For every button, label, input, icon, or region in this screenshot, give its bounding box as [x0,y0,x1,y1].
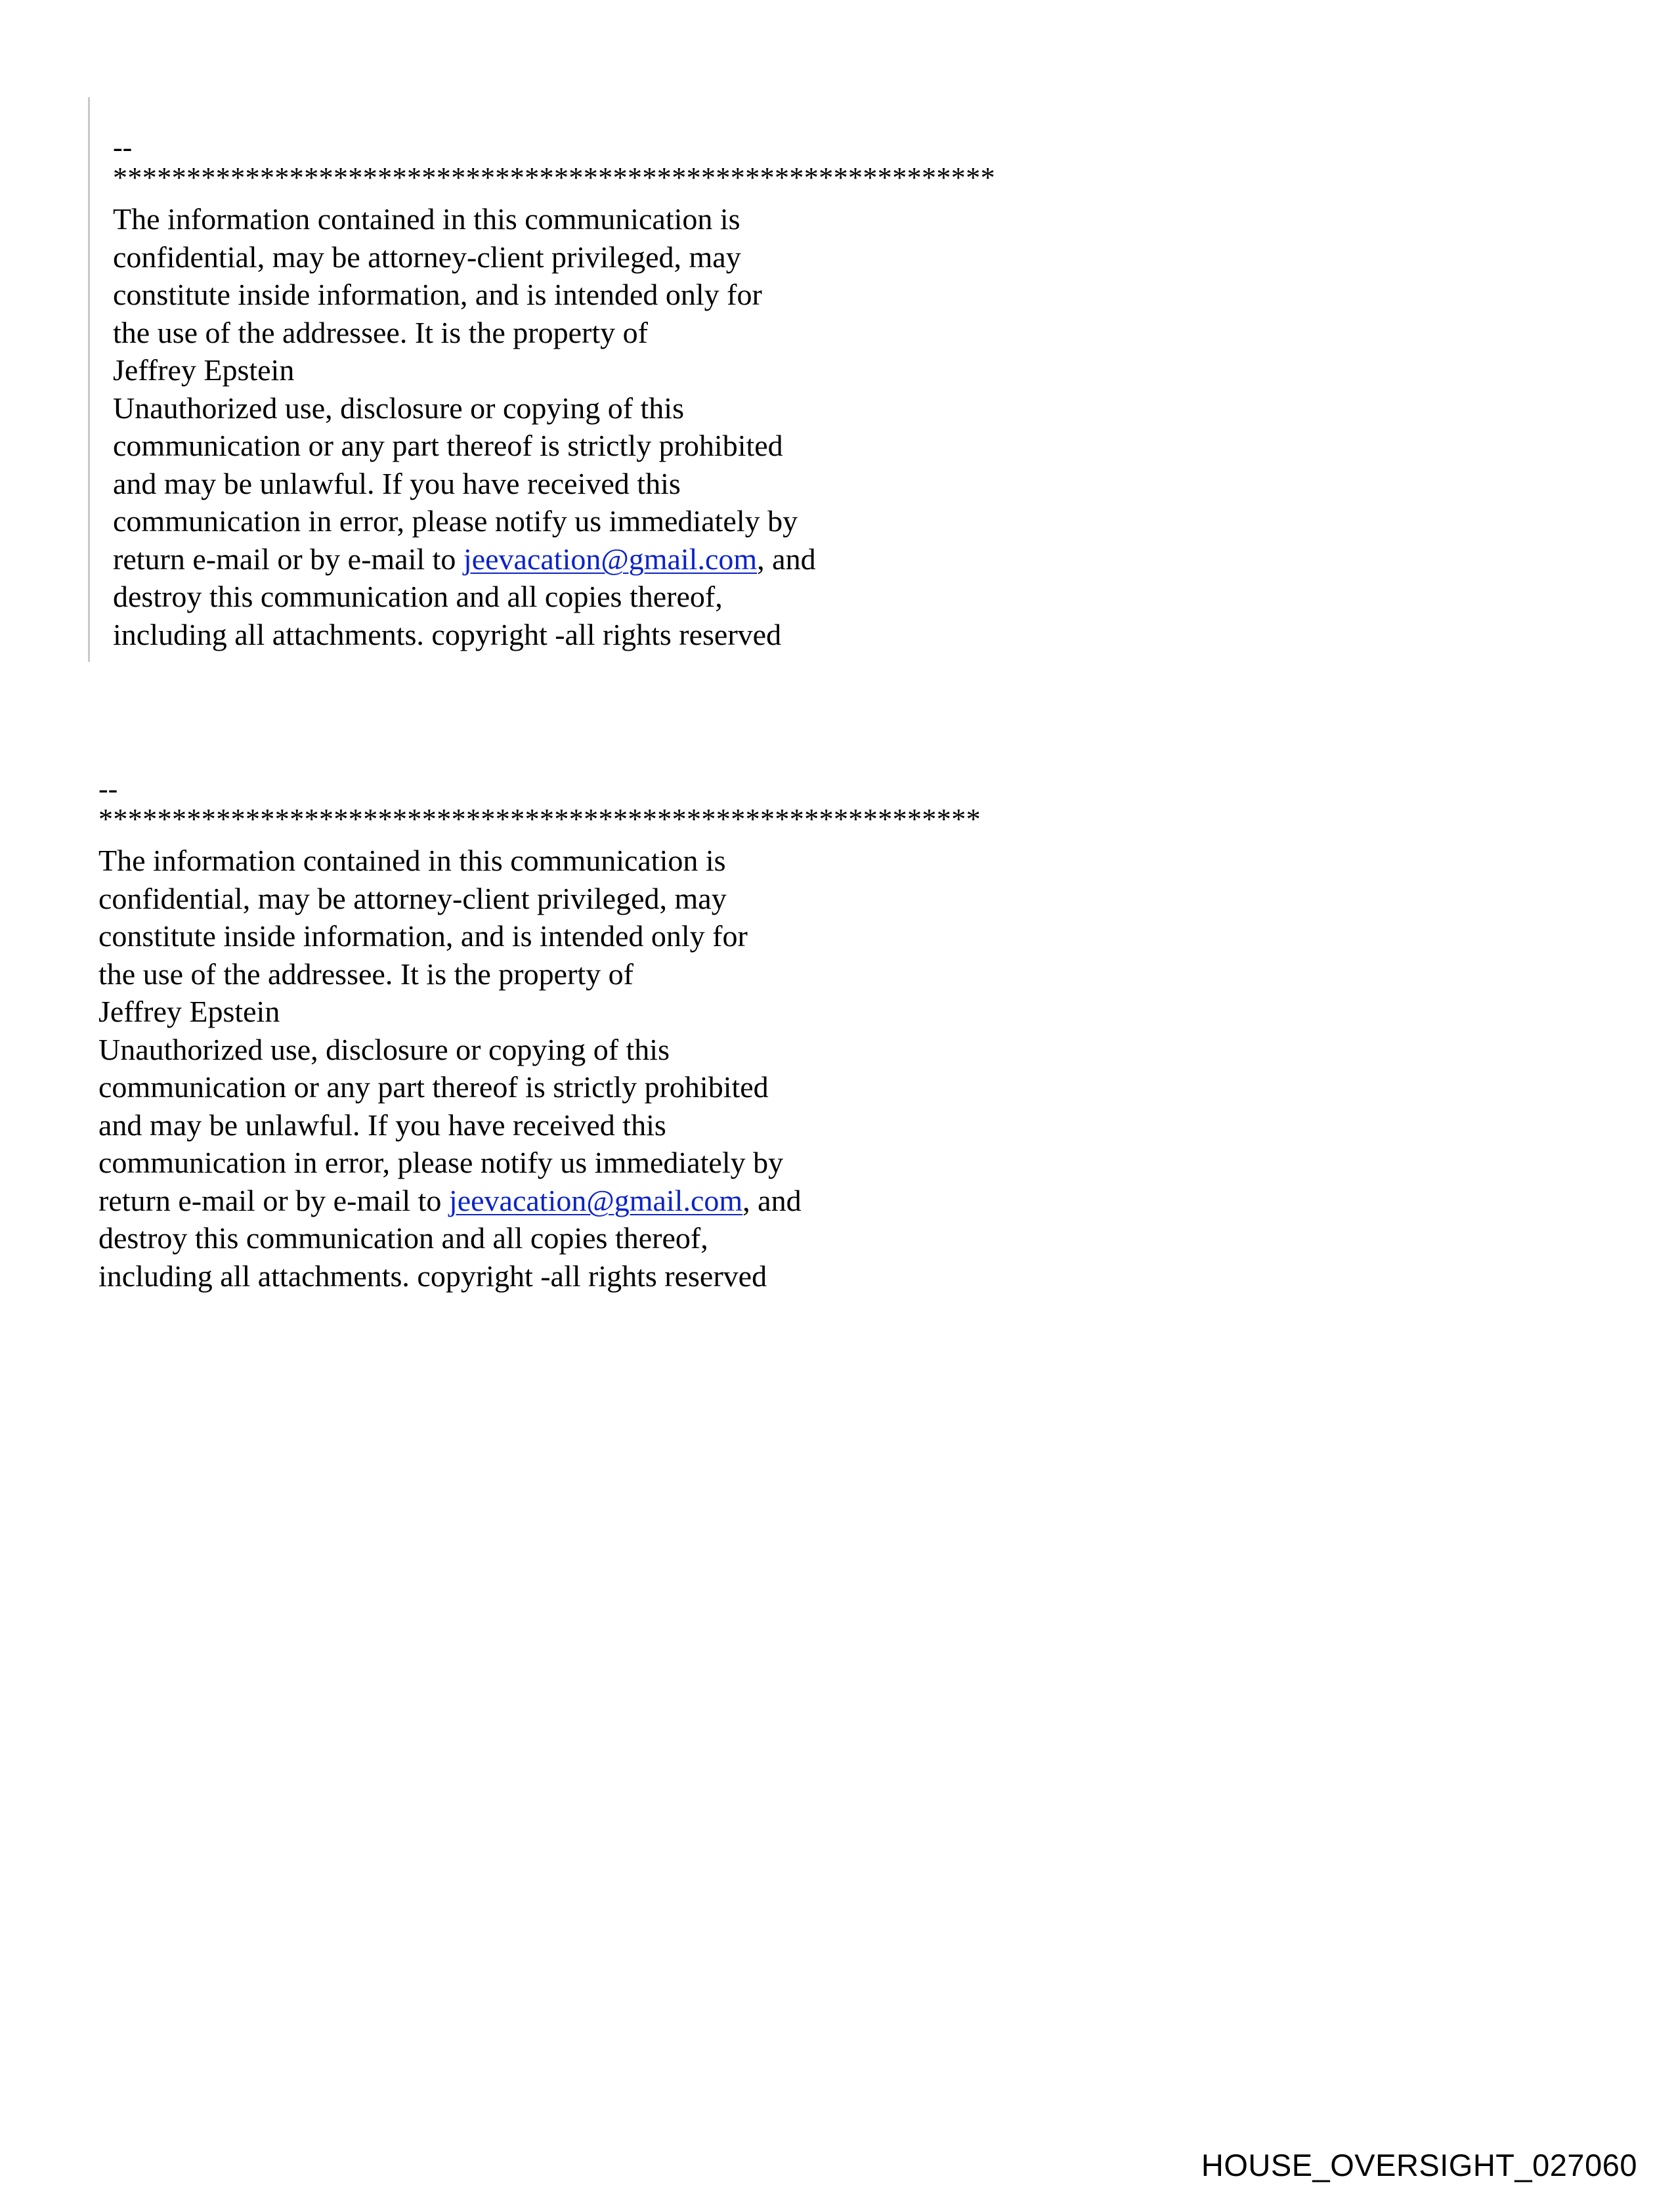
notice-line: including all attachments. copyright -all rights reserved [113,617,782,651]
notice-line: Unauthorized use, disclosure or copying of this [98,1032,670,1066]
signature-separator: -- [98,773,118,805]
notice-line: Jeffrey Epstein [113,353,295,387]
notice-line: Jeffrey Epstein [98,995,280,1028]
notice-line-with-email [98,1182,981,1220]
notice-line: and may be unlawful. If you have received this [98,1108,666,1142]
email-link[interactable]: jeevacation@gmail.com [463,542,758,576]
email-prefix: return e-mail or by e-mail to [98,1183,449,1217]
notice-line: The information contained in this communication is [113,202,740,236]
notice-line: destroy this communication and all copies thereof, [113,580,723,613]
notice-line: including all attachments. copyright -all rights reserved [98,1259,767,1293]
notice-line: destroy this communication and all copies thereof, [98,1221,708,1255]
bates-number: HOUSE_OVERSIGHT_027060 [1201,2148,1637,2182]
notice-line: constitute inside information, and is intended only for [113,278,762,311]
email-prefix: return e-mail or by e-mail to [113,542,463,576]
quoted-signature [113,133,995,653]
asterisk-rule: ************************************************************ [113,162,995,194]
notice-line: Unauthorized use, disclosure or copying of this [113,391,684,425]
notice-line: confidential, may be attorney-client privileged, may [98,881,727,915]
notice-line: confidential, may be attorney-client privileged, may [113,240,741,274]
notice-line: communication in error, please notify us immediately by [113,504,798,538]
asterisk-rule: ************************************************************ [98,803,981,835]
notice-line: the use of the addressee. It is the property of [113,315,648,349]
email-suffix: , and [742,1183,802,1217]
quoted-message-block [88,97,1206,662]
notice-line: communication or any part thereof is strictly prohibited [98,1070,769,1104]
notice-line: communication in error, please notify us immediately by [98,1146,784,1179]
notice-line: communication or any part thereof is strictly prohibited [113,429,783,462]
notice-line: the use of the addressee. It is the property of [98,957,633,991]
email-link[interactable]: jeevacation@gmail.com [448,1183,743,1217]
notice-line: constitute inside information, and is intended only for [98,919,748,953]
notice-line-with-email [113,540,995,578]
signature-separator: -- [113,131,133,163]
signature-block [98,775,981,1295]
email-suffix: , and [757,542,816,576]
notice-line: and may be unlawful. If you have received this [113,466,681,500]
notice-line: The information contained in this communication is [98,844,726,877]
